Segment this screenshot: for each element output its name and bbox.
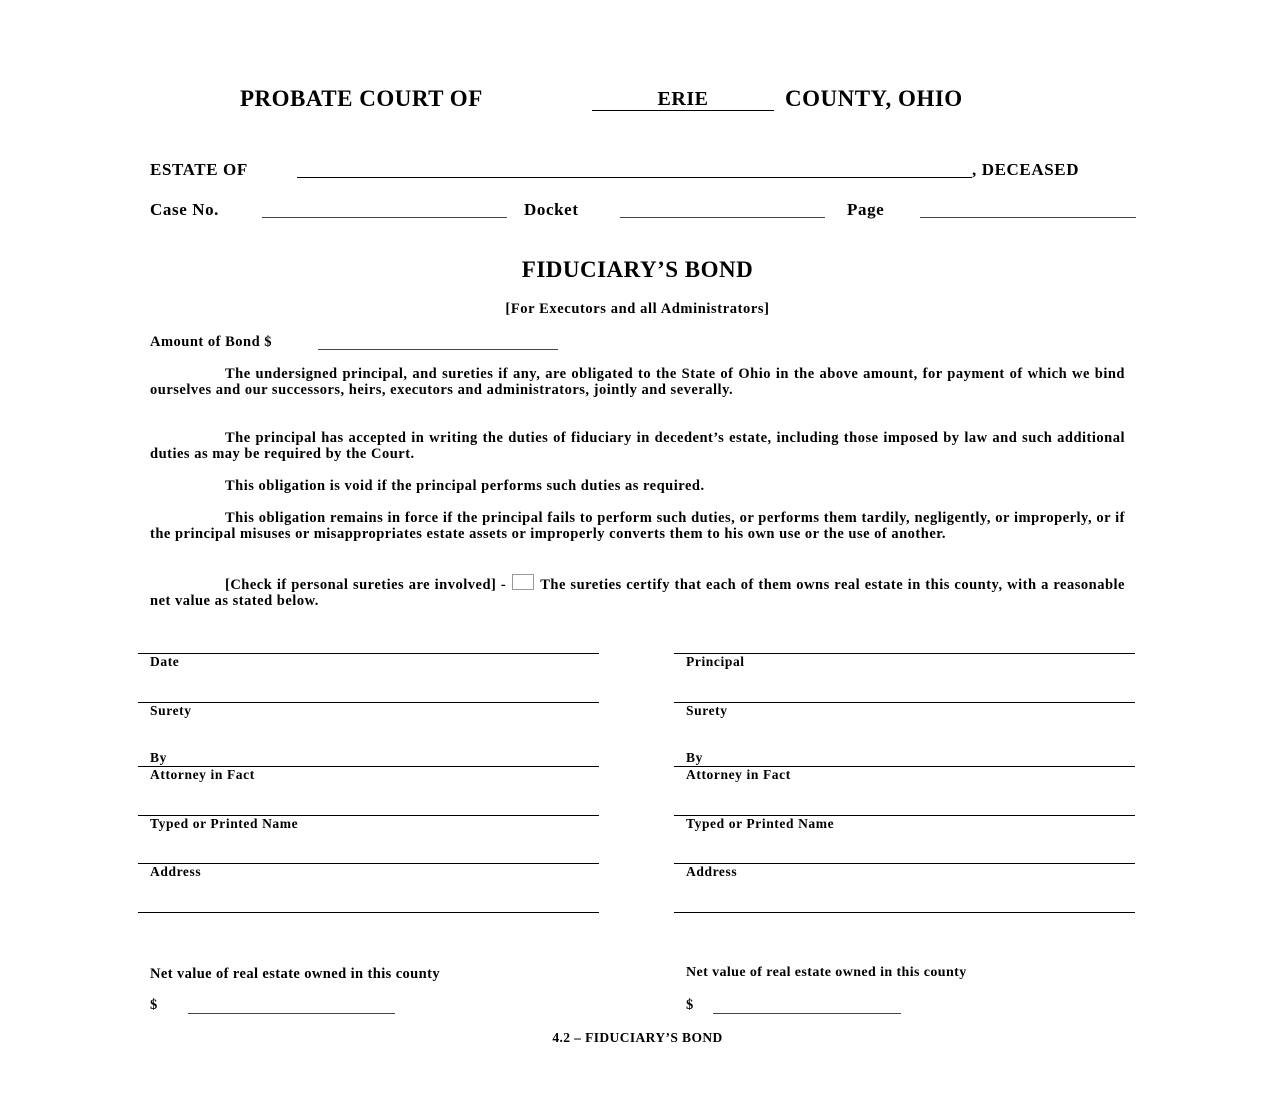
estate-label: ESTATE OF (150, 160, 248, 179)
page-label: Page (847, 200, 885, 219)
personal-sureties-checkbox[interactable] (512, 574, 534, 590)
left-attorney-label: Attorney in Fact (150, 767, 255, 782)
estate-name-field[interactable] (297, 177, 972, 178)
docket-field[interactable] (620, 217, 825, 218)
right-surety-label: Surety (686, 703, 728, 718)
date-line[interactable] (138, 653, 599, 654)
right-typed-name-label: Typed or Printed Name (686, 816, 835, 831)
left-net-value-label: Net value of real estate owned in this county (150, 966, 440, 982)
sureties-certify-text: The sureties certify that each of them owns real estate in this county, with a reasonable net value as stated below. (150, 577, 1125, 609)
left-net-value-field[interactable] (188, 1013, 395, 1014)
footer-form-id: 4.2 – FIDUCIARY’S BOND (552, 1030, 723, 1045)
left-by-label: By (150, 750, 167, 765)
deceased-label: , DECEASED (972, 160, 1080, 179)
form-subtitle: [For Executors and all Administrators] (505, 301, 770, 317)
right-by-label: By (686, 750, 703, 765)
right-address-label: Address (686, 864, 738, 879)
paragraph-void: This obligation is void if the principal performs such duties as required. (225, 478, 705, 494)
left-surety-line[interactable] (138, 702, 599, 703)
amount-field[interactable] (318, 349, 558, 350)
page-field[interactable] (920, 217, 1136, 218)
court-prefix: PROBATE COURT OF (240, 86, 483, 111)
left-address-line-2[interactable] (138, 912, 599, 913)
left-address-line[interactable] (138, 863, 599, 864)
court-suffix: COUNTY, OHIO (785, 86, 963, 111)
right-address-line[interactable] (674, 863, 1135, 864)
left-surety-label: Surety (150, 703, 192, 718)
paragraph-in-force: This obligation remains in force if the principal fails to perform such duties, or performs them tardily, negligently, or improperly, or if the principal misuses or misappropriates estate assets or improperly converts them to his own use or the use of another. (150, 510, 1125, 542)
right-net-value-label: Net value of real estate owned in this county (686, 965, 967, 980)
form-title: FIDUCIARY’S BOND (521, 257, 754, 282)
right-net-value-field[interactable] (713, 1013, 901, 1014)
amount-label: Amount of Bond $ (150, 334, 273, 350)
principal-label: Principal (686, 654, 745, 669)
left-dollar-sign: $ (150, 997, 158, 1013)
county-field[interactable]: ERIE (657, 88, 709, 110)
right-attorney-label: Attorney in Fact (686, 767, 791, 782)
right-surety-line[interactable] (674, 702, 1135, 703)
right-address-line-2[interactable] (674, 912, 1135, 913)
paragraph-sureties (150, 574, 1125, 609)
right-dollar-sign: $ (686, 997, 694, 1013)
sureties-check-prefix: [Check if personal sureties are involved] - (225, 577, 507, 593)
left-typed-name-label: Typed or Printed Name (150, 816, 299, 831)
case-no-label: Case No. (150, 200, 220, 219)
date-label: Date (150, 654, 180, 669)
case-no-field[interactable] (262, 217, 507, 218)
docket-label: Docket (524, 200, 579, 219)
left-address-label: Address (150, 864, 202, 879)
paragraph-obligation: The undersigned principal, and sureties if any, are obligated to the State of Ohio in the above amount, for payment of which we bind ourselves and our successors, heirs, executors and administrators, jointly and severally. (150, 366, 1125, 398)
paragraph-duties: The principal has accepted in writing the duties of fiduciary in decedent’s estate, including those imposed by law and such additional duties as may be required by the Court. (150, 430, 1125, 462)
